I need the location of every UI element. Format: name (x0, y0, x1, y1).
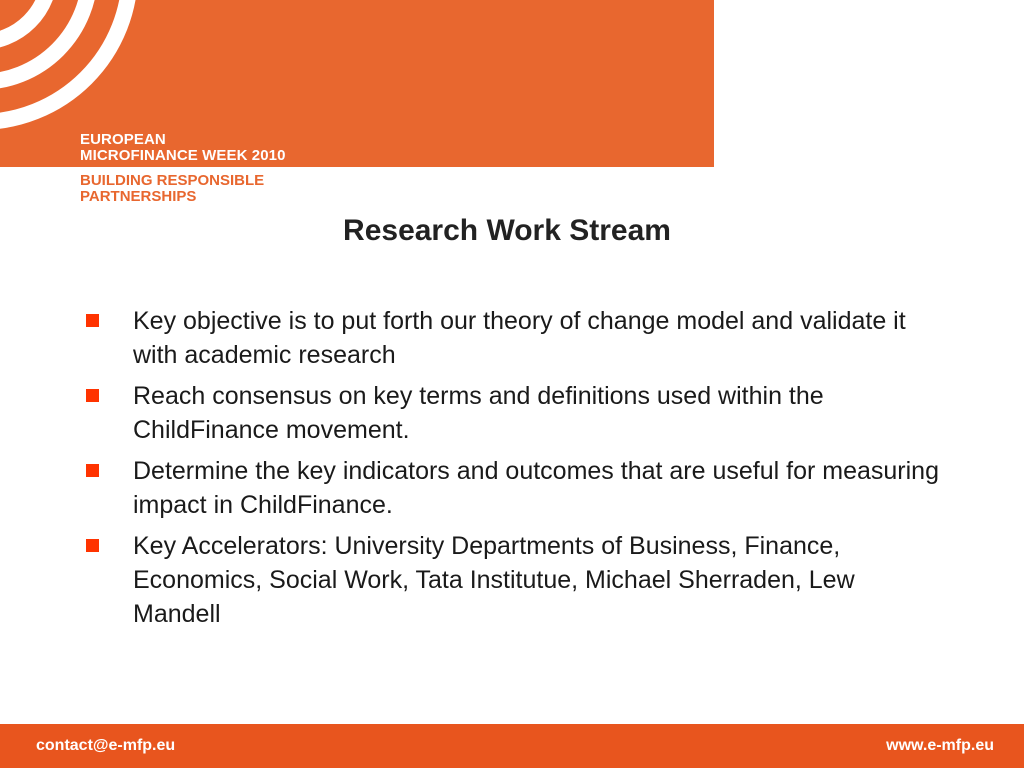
square-bullet-icon (86, 314, 99, 327)
footer-bar (0, 724, 1024, 768)
bullet-item (84, 304, 944, 372)
concentric-arcs-logo-icon (0, 0, 150, 140)
event-name-line-2: MICROFINANCE WEEK 2010 (80, 147, 286, 164)
square-bullet-icon (86, 389, 99, 402)
bullet-item (84, 529, 944, 631)
bullet-text: Reach consensus on key terms and definitions used within the ChildFinance movement. (133, 382, 824, 444)
square-bullet-icon (86, 539, 99, 552)
footer-email-link[interactable]: contact@e-mfp.eu (36, 737, 176, 754)
event-name-line-1: EUROPEAN (80, 131, 166, 148)
tagline-line-1: BUILDING RESPONSIBLE (80, 172, 265, 189)
bullet-text: Key objective is to put forth our theory of change model and validate it with academic research (133, 307, 906, 369)
square-bullet-icon (86, 464, 99, 477)
bullet-list (84, 304, 944, 638)
bullet-item (84, 379, 944, 447)
header-banner (0, 0, 714, 167)
bullet-item (84, 454, 944, 522)
tagline-line-2: PARTNERSHIPS (80, 188, 197, 205)
bullet-text: Key Accelerators: University Departments of Business, Finance, Economics, Social Work, Tata Institutue, Michael Sherraden, Lew Mandell (133, 532, 855, 628)
footer-website-link[interactable]: www.e-mfp.eu (886, 737, 994, 754)
bullet-text: Determine the key indicators and outcomes that are useful for measuring impact in ChildFinance. (133, 457, 939, 519)
slide-title: Research Work Stream (343, 214, 671, 247)
